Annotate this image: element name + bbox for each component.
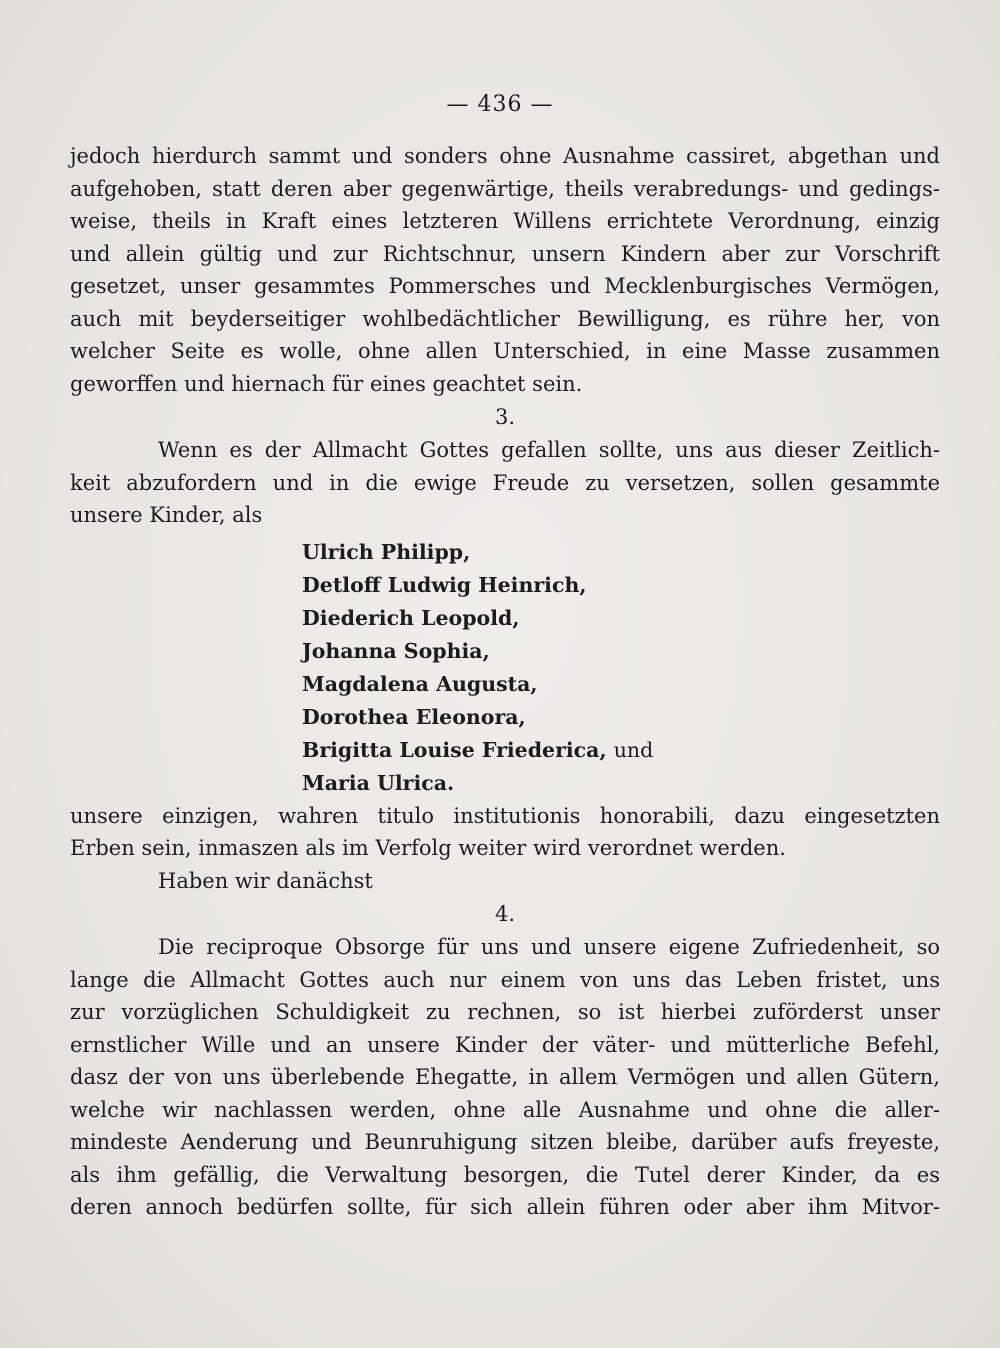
text-line: unsere Kinder, als [70,503,263,527]
text-line: auch mit beyderseitiger wohlbedächtlicher Bewilligung, es rühre her, von [70,306,940,331]
text-line: und allein gültig und zur Richtschnur, unsern Kindern aber zur Vorschrift [70,241,940,266]
text-line: als ihm gefällig, die Verwaltung besorgen, die Tutel derer Kinder, da es [70,1162,940,1187]
section-heading-4: 4. [494,902,516,926]
heir-name: Maria Ulrica. [302,770,455,795]
text-line: Haben wir danächst [158,868,373,893]
text-line: geworffen und hiernach für eines geachtet sein. [70,371,583,396]
text-line: deren annoch bedürfen sollte, für sich allein führen oder aber ihm Mitvor- [70,1195,940,1219]
heir-name: Diederich Leopold, [302,605,520,630]
text-line: welcher Seite es wolle, ohne allen Unterschied, in eine Masse zusammen [70,339,940,363]
conjunction: und [613,737,654,762]
heir-name: Dorothea Eleonora, [302,704,526,729]
paragraph-2-continued [70,140,940,400]
paragraph-3-continued [70,800,940,898]
paragraph-3 [70,434,940,532]
text-line: Die reciproque Obsorge für uns und unsere eigene Zufriedenheit, so [158,935,940,959]
body-text [70,140,940,1224]
text-line: gesetzet, unser gesammtes Pommersches und Mecklenburgisches Vermögen, [70,274,940,298]
text-line: unsere einzigen, wahren titulo institutionis honorabili, dazu eingesetzten [70,803,940,828]
text-line: zur vorzüglichen Schuldigkeit zu rechnen, so ist hierbei zuförderst unser [70,1000,940,1024]
text-line: welche wir nachlassen werden, ohne alle Ausnahme und ohne die aller- [70,1097,940,1122]
heir-name: Johanna Sophia, [302,638,490,663]
text-line: mindeste Aenderung und Beunruhigung sitzen bleibe, darüber aufs freyeste, [70,1130,940,1154]
heir-names-list [302,536,940,800]
text-line: lange die Allmacht Gottes auch nur einem von uns das Leben fristet, uns [70,967,940,992]
text-line: keit abzufordern und in die ewige Freude zu versetzen, sollen gesammte [70,470,940,495]
page-number: — 436 — [446,92,554,117]
text-line: ernstlicher Wille und an unsere Kinder der väter- und mütterliche Befehl, [70,1032,940,1057]
heir-name-row [302,734,940,767]
heir-name: Detloff Ludwig Heinrich, [302,572,587,597]
text-line: Erben sein, inmaszen als im Verfolg weiter wird verordnet werden. [70,836,786,860]
section-heading-3: 3. [494,405,516,429]
text-line: dasz der von uns überlebende Ehegatte, in allem Vermögen und allen Gütern, [70,1065,940,1089]
heir-name: Brigitta Louise Friederica, [302,737,607,762]
text-line: aufgehoben, statt deren aber gegenwärtige, theils verabredungs- und gedings- [70,176,940,201]
text-line: Wenn es der Allmacht Gottes gefallen sollte, uns aus dieser Zeitlich- [158,438,940,462]
heir-name: Magdalena Augusta, [302,671,538,696]
heir-name: Ulrich Philipp, [302,539,471,564]
paragraph-4 [70,931,940,1224]
text-line: weise, theils in Kraft eines letzteren Willens errichtete Verordnung, einzig [70,209,940,233]
text-line: jedoch hierdurch sammt und sonders ohne Ausnahme cassiret, abgethan und [70,144,940,168]
